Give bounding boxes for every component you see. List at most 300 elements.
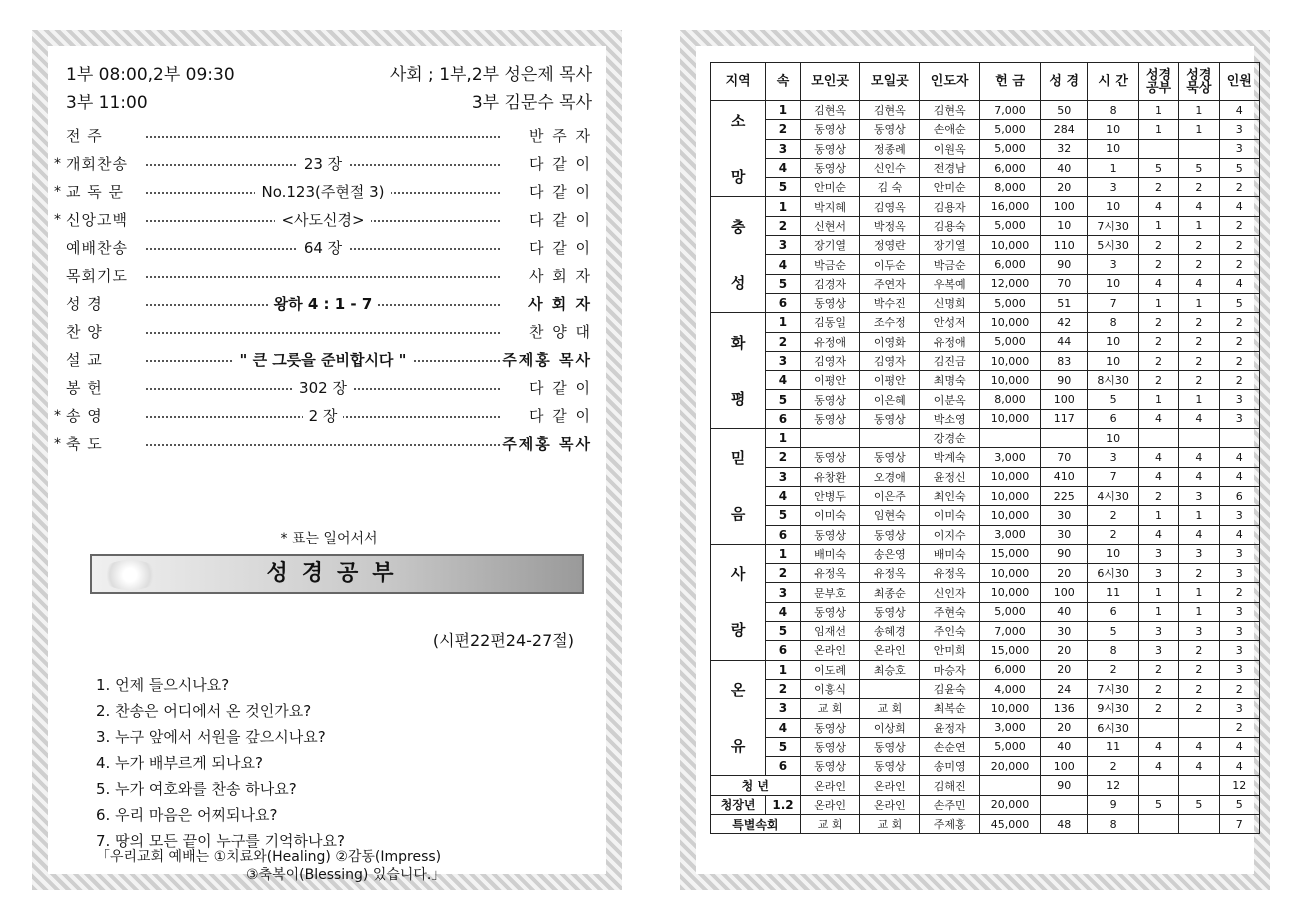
order-leader: 다 같 이	[528, 379, 592, 397]
order-content	[146, 346, 500, 374]
table-cell: 51	[1041, 293, 1088, 312]
table-cell: 1	[1179, 120, 1219, 139]
table-cell: 10,000	[980, 351, 1041, 370]
table-cell: 5,000	[980, 332, 1041, 351]
table-cell: 2	[1138, 351, 1178, 370]
table-cell: 박소영	[920, 409, 980, 428]
table-row	[711, 216, 1260, 235]
column-header: 성 경	[1041, 63, 1088, 101]
table-cell: 6,000	[980, 255, 1041, 274]
service-header	[66, 60, 592, 112]
table-row	[711, 120, 1260, 139]
table-cell: 3	[766, 236, 800, 255]
table-cell: 4	[1138, 757, 1178, 776]
table-cell: 5	[1219, 293, 1259, 312]
table-row	[711, 178, 1260, 197]
table-cell: 2	[1138, 699, 1178, 718]
table-cell: 우복예	[920, 274, 980, 293]
table-cell: 3	[1219, 120, 1259, 139]
table-cell: 24	[1041, 679, 1088, 698]
table-cell: 박금순	[800, 255, 860, 274]
table-cell: 5	[1088, 390, 1138, 409]
table-cell: 신명희	[920, 293, 980, 312]
order-row	[66, 374, 592, 402]
table-cell	[980, 776, 1041, 795]
table-cell: 5	[766, 178, 800, 197]
order-label: 예배찬송	[66, 239, 128, 257]
order-leader: 다 같 이	[528, 155, 592, 173]
table-cell	[1179, 429, 1219, 448]
table-cell: 송혜경	[860, 622, 920, 641]
table-cell: 3,000	[980, 718, 1041, 737]
table-cell: 6	[766, 757, 800, 776]
table-cell: 최승호	[860, 660, 920, 679]
table-cell: 동영상	[860, 409, 920, 428]
table-row	[711, 564, 1260, 583]
table-cell: 동영상	[860, 120, 920, 139]
table-cell: 20	[1041, 660, 1088, 679]
table-cell: 100	[1041, 390, 1088, 409]
table-cell: 2	[1179, 178, 1219, 197]
table-cell: 이분옥	[920, 390, 980, 409]
table-cell: 2	[1219, 332, 1259, 351]
order-content-text: " 큰 그릇을 준비합시다 "	[234, 351, 413, 369]
table-row	[711, 757, 1260, 776]
table-cell: 최복순	[920, 699, 980, 718]
column-header: 인원	[1219, 63, 1259, 101]
order-row	[54, 430, 592, 458]
table-cell: 손애순	[920, 120, 980, 139]
table-cell: 이지수	[920, 525, 980, 544]
table-cell: 박지혜	[800, 197, 860, 216]
table-cell: 동영상	[800, 158, 860, 177]
table-cell: 3	[766, 467, 800, 486]
order-content	[146, 402, 500, 430]
table-cell: 동영상	[860, 737, 920, 756]
table-cell: 3	[1088, 448, 1138, 467]
table-row	[711, 737, 1260, 756]
standing-mark: *	[54, 436, 61, 452]
table-cell: 4	[1179, 274, 1219, 293]
table-cell: 박금순	[920, 255, 980, 274]
region-name: 사 랑	[711, 544, 766, 660]
table-cell: 윤정신	[920, 467, 980, 486]
table-cell: 2	[1138, 679, 1178, 698]
order-content-text: No.123(주현절 3)	[255, 183, 390, 201]
table-cell: 10	[1088, 544, 1138, 563]
table-cell: 1	[766, 197, 800, 216]
table-cell: 2	[1088, 525, 1138, 544]
table-cell: 이원옥	[920, 139, 980, 158]
table-cell	[860, 429, 920, 448]
region-name: 믿 음	[711, 429, 766, 545]
table-cell: 이미숙	[800, 506, 860, 525]
table-cell: 20,000	[980, 757, 1041, 776]
table-cell: 10	[1088, 429, 1138, 448]
table-cell: 조수정	[860, 313, 920, 332]
table-cell: 2	[1138, 486, 1178, 505]
table-cell	[1179, 718, 1219, 737]
table-cell: 6	[766, 409, 800, 428]
table-cell	[1138, 776, 1178, 795]
table-cell: 90	[1041, 544, 1088, 563]
column-header: 성경 공부	[1138, 63, 1178, 101]
order-row	[66, 262, 592, 290]
table-cell: 6시30	[1088, 718, 1138, 737]
table-cell: 100	[1041, 197, 1088, 216]
table-cell: 2	[766, 448, 800, 467]
table-cell: 410	[1041, 467, 1088, 486]
table-cell: 3,000	[980, 448, 1041, 467]
table-cell: 11	[1088, 737, 1138, 756]
table-row	[711, 371, 1260, 390]
presider-2: 3부 김문수 목사	[471, 93, 592, 113]
table-cell: 12,000	[980, 274, 1041, 293]
table-cell: 7시30	[1088, 679, 1138, 698]
study-question: 5. 누가 여호와를 찬송 하나요?	[96, 780, 297, 798]
table-cell: 100	[1041, 757, 1088, 776]
table-cell: 동영상	[800, 757, 860, 776]
table-cell: 4	[1138, 467, 1178, 486]
table-cell: 1	[1138, 390, 1178, 409]
table-cell: 2	[1219, 255, 1259, 274]
table-cell: 마승자	[920, 660, 980, 679]
table-cell: 40	[1041, 602, 1088, 621]
table-cell: 7,000	[980, 101, 1041, 120]
table-cell: 3	[1219, 602, 1259, 621]
table-cell: 윤정자	[920, 718, 980, 737]
order-label: 전 주	[66, 127, 103, 145]
table-cell: 동영상	[800, 448, 860, 467]
table-cell: 1	[1179, 216, 1219, 235]
table-cell: 2	[766, 679, 800, 698]
table-cell: 안성저	[920, 313, 980, 332]
table-cell: 1	[766, 660, 800, 679]
table-cell: 5,000	[980, 293, 1041, 312]
order-row	[66, 318, 592, 346]
table-cell: 박정옥	[860, 216, 920, 235]
table-cell: 6	[1088, 602, 1138, 621]
table-cell: 김영자	[860, 351, 920, 370]
table-cell: 8시30	[1088, 371, 1138, 390]
table-cell: 3	[1219, 544, 1259, 563]
table-cell: 손순연	[920, 737, 980, 756]
table-cell: 4	[1219, 757, 1259, 776]
table-cell: 15,000	[980, 641, 1041, 660]
order-content	[146, 178, 500, 206]
table-cell: 2	[1219, 178, 1259, 197]
table-cell: 이은주	[860, 486, 920, 505]
table-cell: 3	[1138, 544, 1178, 563]
table-cell: 5	[766, 737, 800, 756]
table-cell: 신인수	[860, 158, 920, 177]
table-cell: 정종례	[860, 139, 920, 158]
column-header: 속	[766, 63, 800, 101]
table-cell: 1	[1138, 583, 1178, 602]
table-cell: 3	[766, 699, 800, 718]
table-cell: 3	[1138, 564, 1178, 583]
table-cell: 2	[1179, 351, 1219, 370]
table-cell: 8,000	[980, 178, 1041, 197]
table-cell: 15,000	[980, 544, 1041, 563]
order-leader: 다 같 이	[528, 407, 592, 425]
table-cell: 동영상	[860, 602, 920, 621]
table-cell	[1179, 776, 1219, 795]
presider-1: 사회 ; 1부,2부 성은제 목사	[389, 65, 592, 85]
table-row	[711, 139, 1260, 158]
dot-leader	[146, 136, 500, 138]
table-cell: 1	[1179, 293, 1219, 312]
table-cell: 1	[1179, 390, 1219, 409]
table-cell: 20,000	[980, 795, 1041, 814]
table-cell: 3	[1219, 506, 1259, 525]
table-cell: 20	[1041, 178, 1088, 197]
column-header: 헌 금	[980, 63, 1041, 101]
order-content	[146, 234, 500, 262]
table-cell: 유정애	[800, 332, 860, 351]
table-cell: 10	[1041, 216, 1088, 235]
table-cell: 7시30	[1088, 216, 1138, 235]
table-cell: 8,000	[980, 390, 1041, 409]
order-leader: 사 회 자	[528, 295, 592, 313]
table-cell: 송미영	[920, 757, 980, 776]
table-cell: 2	[1179, 236, 1219, 255]
table-cell: 1	[766, 544, 800, 563]
service-times-1: 1부 08:00,2부 09:30	[66, 65, 235, 85]
table-cell: 30	[1041, 525, 1088, 544]
table-cell: 4	[1219, 197, 1259, 216]
table-row	[711, 467, 1260, 486]
table-cell: 4	[1138, 448, 1178, 467]
table-cell: 3	[1219, 641, 1259, 660]
table-cell: 5	[1138, 158, 1178, 177]
table-cell: 배미숙	[920, 544, 980, 563]
table-cell: 4	[1219, 467, 1259, 486]
order-row	[54, 178, 592, 206]
table-cell: 2	[766, 564, 800, 583]
table-cell: 1	[1179, 101, 1219, 120]
table-cell: 2	[1219, 583, 1259, 602]
table-cell: 이은혜	[860, 390, 920, 409]
table-cell: 10,000	[980, 467, 1041, 486]
table-cell: 6	[766, 525, 800, 544]
order-content-text: 23 장	[298, 155, 348, 173]
table-row	[711, 525, 1260, 544]
order-content-text: 2 장	[303, 407, 344, 425]
region-name: 청장년	[711, 795, 766, 814]
table-cell: 동영상	[860, 757, 920, 776]
cell-group-report-table	[710, 62, 1260, 834]
table-cell: 7	[1219, 814, 1259, 833]
table-cell: 4	[766, 602, 800, 621]
table-cell: 1	[1138, 101, 1178, 120]
table-cell: 동영상	[800, 390, 860, 409]
table-cell: 교 회	[800, 699, 860, 718]
table-cell: 3	[766, 139, 800, 158]
table-cell: 83	[1041, 351, 1088, 370]
table-cell: 2	[1219, 718, 1259, 737]
table-cell: 3	[1088, 178, 1138, 197]
order-content-text: <사도신경>	[275, 211, 370, 229]
table-cell: 100	[1041, 583, 1088, 602]
table-cell: 10	[1088, 332, 1138, 351]
table-cell: 김용숙	[920, 216, 980, 235]
table-row	[711, 814, 1260, 833]
table-cell: 1	[766, 313, 800, 332]
table-cell: 6	[766, 293, 800, 312]
column-header: 모일곳	[860, 63, 920, 101]
table-cell: 교 회	[800, 814, 860, 833]
table-cell: 2	[1179, 255, 1219, 274]
table-cell: 3	[1219, 139, 1259, 158]
study-question: 6. 우리 마음은 어찌되나요?	[96, 806, 278, 824]
table-cell: 김현옥	[800, 101, 860, 120]
order-label: 송 영	[66, 407, 103, 425]
table-cell: 김 숙	[860, 178, 920, 197]
order-label: 교 독 문	[66, 183, 125, 201]
table-cell: 1	[766, 429, 800, 448]
table-cell: 교 회	[860, 699, 920, 718]
table-cell: 교 회	[860, 814, 920, 833]
table-cell: 최명숙	[920, 371, 980, 390]
table-cell: 4	[1219, 448, 1259, 467]
table-cell: 온라인	[860, 641, 920, 660]
table-cell: 45,000	[980, 814, 1041, 833]
table-cell: 동영상	[860, 448, 920, 467]
table-cell: 1	[1138, 602, 1178, 621]
study-question: 2. 찬송은 어디에서 온 것인가요?	[96, 702, 312, 720]
table-cell: 3	[1219, 622, 1259, 641]
table-cell: 최종순	[860, 583, 920, 602]
table-cell: 20	[1041, 718, 1088, 737]
order-content-text: 302 장	[293, 379, 353, 397]
table-cell	[1179, 814, 1219, 833]
table-cell: 1	[1179, 583, 1219, 602]
table-cell: 3	[1179, 486, 1219, 505]
table-cell: 3	[1179, 622, 1219, 641]
table-cell: 유정애	[920, 332, 980, 351]
table-cell: 김진금	[920, 351, 980, 370]
table-cell: 30	[1041, 506, 1088, 525]
table-cell: 이도례	[800, 660, 860, 679]
table-cell: 6,000	[980, 660, 1041, 679]
table-cell: 5시30	[1088, 236, 1138, 255]
scripture-reference: (시편22편24-27절)	[432, 631, 574, 650]
region-name: 청 년	[711, 776, 801, 795]
table-cell: 5,000	[980, 120, 1041, 139]
order-label: 목회기도	[66, 267, 128, 285]
table-row	[711, 718, 1260, 737]
table-cell: 3	[1219, 564, 1259, 583]
table-cell: 1	[1179, 602, 1219, 621]
order-row	[54, 206, 592, 234]
table-cell: 2	[1179, 564, 1219, 583]
table-cell: 10,000	[980, 236, 1041, 255]
study-question: 7. 땅의 모든 끝이 누구를 기억하나요?	[96, 832, 345, 850]
standing-mark: *	[54, 156, 61, 172]
table-cell: 7	[1088, 467, 1138, 486]
table-cell: 10,000	[980, 486, 1041, 505]
table-cell	[1138, 139, 1178, 158]
table-row	[711, 429, 1260, 448]
table-cell: 44	[1041, 332, 1088, 351]
table-cell: 10	[1088, 274, 1138, 293]
table-cell: 4	[1179, 409, 1219, 428]
table-cell: 3	[1219, 409, 1259, 428]
column-header: 인도자	[920, 63, 980, 101]
table-cell	[800, 429, 860, 448]
table-cell	[1138, 429, 1178, 448]
table-row	[711, 197, 1260, 216]
table-cell: 김영옥	[860, 197, 920, 216]
table-cell: 1	[1138, 293, 1178, 312]
table-cell: 유정옥	[800, 564, 860, 583]
table-cell: 2	[1179, 332, 1219, 351]
table-cell: 4	[1138, 274, 1178, 293]
table-cell	[1041, 429, 1088, 448]
table-cell: 10,000	[980, 564, 1041, 583]
table-row	[711, 776, 1260, 795]
table-cell: 1	[1138, 216, 1178, 235]
table-cell: 4	[1219, 274, 1259, 293]
table-cell: 김윤숙	[920, 679, 980, 698]
table-row	[711, 158, 1260, 177]
column-header: 시 간	[1088, 63, 1138, 101]
table-cell: 225	[1041, 486, 1088, 505]
table-cell: 유정옥	[920, 564, 980, 583]
table-cell: 4	[1219, 525, 1259, 544]
table-cell	[860, 679, 920, 698]
order-label: 찬 양	[66, 323, 103, 341]
order-label: 개회찬송	[66, 155, 128, 173]
table-cell: 2	[1179, 371, 1219, 390]
table-cell: 32	[1041, 139, 1088, 158]
standing-mark: *	[54, 408, 61, 424]
table-row	[711, 795, 1260, 814]
table-cell: 2	[1219, 216, 1259, 235]
table-cell: 온라인	[860, 795, 920, 814]
column-header: 성경 묵상	[1179, 63, 1219, 101]
order-leader: 다 같 이	[528, 183, 592, 201]
table-cell: 2	[1219, 236, 1259, 255]
region-name: 화 평	[711, 313, 766, 429]
table-cell: 2	[1179, 641, 1219, 660]
table-cell: 2	[1179, 699, 1219, 718]
table-cell: 동영상	[860, 525, 920, 544]
table-row	[711, 506, 1260, 525]
table-cell: 박수진	[860, 293, 920, 312]
table-cell: 90	[1041, 255, 1088, 274]
table-cell: 8	[1088, 313, 1138, 332]
order-leader: 찬 양 대	[528, 323, 592, 341]
table-cell: 2	[1138, 332, 1178, 351]
order-label: 성 경	[66, 295, 103, 313]
table-cell: 110	[1041, 236, 1088, 255]
table-cell: 16,000	[980, 197, 1041, 216]
table-cell: 신현서	[800, 216, 860, 235]
table-cell: 1	[1138, 120, 1178, 139]
table-cell: 5	[1179, 158, 1219, 177]
table-cell: 4	[1138, 737, 1178, 756]
table-cell: 온라인	[800, 795, 860, 814]
table-cell: 2	[1219, 371, 1259, 390]
table-cell: 48	[1041, 814, 1088, 833]
table-cell: 3	[766, 583, 800, 602]
table-cell: 4	[1138, 525, 1178, 544]
table-cell: 4	[766, 718, 800, 737]
table-cell: 5	[1219, 158, 1259, 177]
table-row	[711, 583, 1260, 602]
